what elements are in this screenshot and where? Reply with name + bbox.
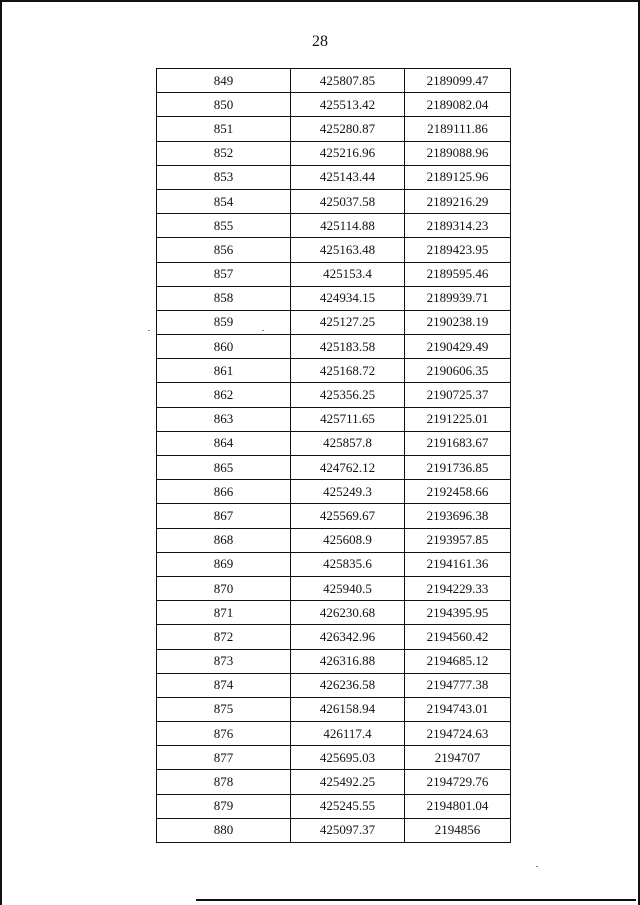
- y-coordinate-cell: 2192458.66: [405, 480, 511, 504]
- y-coordinate-cell: 2194724.63: [405, 722, 511, 746]
- x-coordinate-cell: 425492.25: [291, 770, 405, 794]
- table-row: [157, 335, 511, 359]
- y-coordinate-cell: 2193957.85: [405, 528, 511, 552]
- point-number-cell: 870: [157, 576, 291, 600]
- point-number-cell: 880: [157, 818, 291, 842]
- table-row: [157, 649, 511, 673]
- scan-speck: [262, 330, 264, 331]
- y-coordinate-cell: 2189125.96: [405, 165, 511, 189]
- x-coordinate-cell: 425245.55: [291, 794, 405, 818]
- x-coordinate-cell: 425569.67: [291, 504, 405, 528]
- x-coordinate-cell: 425097.37: [291, 818, 405, 842]
- x-coordinate-cell: 426236.58: [291, 673, 405, 697]
- y-coordinate-cell: 2189111.86: [405, 117, 511, 141]
- x-coordinate-cell: 425835.6: [291, 552, 405, 576]
- point-number-cell: 875: [157, 697, 291, 721]
- table-row: [157, 576, 511, 600]
- point-number-cell: 858: [157, 286, 291, 310]
- table-row: [157, 262, 511, 286]
- table-row: [157, 69, 511, 93]
- table-row: [157, 456, 511, 480]
- x-coordinate-cell: 425608.9: [291, 528, 405, 552]
- x-coordinate-cell: 425711.65: [291, 407, 405, 431]
- point-number-cell: 874: [157, 673, 291, 697]
- y-coordinate-cell: 2189216.29: [405, 189, 511, 213]
- point-number-cell: 855: [157, 214, 291, 238]
- table-row: [157, 383, 511, 407]
- table-row: [157, 625, 511, 649]
- point-number-cell: 873: [157, 649, 291, 673]
- x-coordinate-cell: 425143.44: [291, 165, 405, 189]
- point-number-cell: 876: [157, 722, 291, 746]
- y-coordinate-cell: 2190725.37: [405, 383, 511, 407]
- table-row: [157, 770, 511, 794]
- x-coordinate-cell: 425513.42: [291, 93, 405, 117]
- point-number-cell: 854: [157, 189, 291, 213]
- x-coordinate-cell: 426342.96: [291, 625, 405, 649]
- table-row: [157, 673, 511, 697]
- y-coordinate-cell: 2194707: [405, 746, 511, 770]
- x-coordinate-cell: 425168.72: [291, 359, 405, 383]
- point-number-cell: 868: [157, 528, 291, 552]
- point-number-cell: 852: [157, 141, 291, 165]
- table-row: [157, 722, 511, 746]
- table-row: [157, 141, 511, 165]
- point-number-cell: 851: [157, 117, 291, 141]
- table-row: [157, 601, 511, 625]
- table-row: [157, 286, 511, 310]
- table-row: [157, 310, 511, 334]
- scan-speck: [148, 330, 150, 331]
- x-coordinate-cell: 425356.25: [291, 383, 405, 407]
- y-coordinate-cell: 2189595.46: [405, 262, 511, 286]
- point-number-cell: 850: [157, 93, 291, 117]
- table-row: [157, 93, 511, 117]
- table-row: [157, 238, 511, 262]
- y-coordinate-cell: 2190429.49: [405, 335, 511, 359]
- x-coordinate-cell: 425857.8: [291, 431, 405, 455]
- y-coordinate-cell: 2190238.19: [405, 310, 511, 334]
- table-row: [157, 697, 511, 721]
- y-coordinate-cell: 2194743.01: [405, 697, 511, 721]
- y-coordinate-cell: 2189099.47: [405, 69, 511, 93]
- x-coordinate-cell: 424934.15: [291, 286, 405, 310]
- table-row: [157, 431, 511, 455]
- point-number-cell: 879: [157, 794, 291, 818]
- x-coordinate-cell: 425183.58: [291, 335, 405, 359]
- point-number-cell: 865: [157, 456, 291, 480]
- point-number-cell: 853: [157, 165, 291, 189]
- point-number-cell: 861: [157, 359, 291, 383]
- x-coordinate-cell: 425127.25: [291, 310, 405, 334]
- point-number-cell: 860: [157, 335, 291, 359]
- point-number-cell: 863: [157, 407, 291, 431]
- x-coordinate-cell: 425695.03: [291, 746, 405, 770]
- point-number-cell: 859: [157, 310, 291, 334]
- x-coordinate-cell: 425114.88: [291, 214, 405, 238]
- page-border-left: [0, 0, 2, 905]
- point-number-cell: 866: [157, 480, 291, 504]
- y-coordinate-cell: 2189939.71: [405, 286, 511, 310]
- y-coordinate-cell: 2190606.35: [405, 359, 511, 383]
- y-coordinate-cell: 2191736.85: [405, 456, 511, 480]
- table-row: [157, 504, 511, 528]
- y-coordinate-cell: 2191683.67: [405, 431, 511, 455]
- coordinate-table: [156, 68, 511, 843]
- point-number-cell: 869: [157, 552, 291, 576]
- y-coordinate-cell: 2194560.42: [405, 625, 511, 649]
- table-row: [157, 165, 511, 189]
- y-coordinate-cell: 2194395.95: [405, 601, 511, 625]
- point-number-cell: 862: [157, 383, 291, 407]
- table-row: [157, 407, 511, 431]
- x-coordinate-cell: 426158.94: [291, 697, 405, 721]
- point-number-cell: 856: [157, 238, 291, 262]
- y-coordinate-cell: 2189314.23: [405, 214, 511, 238]
- x-coordinate-cell: 425807.85: [291, 69, 405, 93]
- x-coordinate-cell: 426316.88: [291, 649, 405, 673]
- point-number-cell: 849: [157, 69, 291, 93]
- x-coordinate-cell: 425216.96: [291, 141, 405, 165]
- y-coordinate-cell: 2194729.76: [405, 770, 511, 794]
- point-number-cell: 864: [157, 431, 291, 455]
- x-coordinate-cell: 424762.12: [291, 456, 405, 480]
- x-coordinate-cell: 425163.48: [291, 238, 405, 262]
- table-row: [157, 480, 511, 504]
- table-row: [157, 746, 511, 770]
- table-row: [157, 552, 511, 576]
- y-coordinate-cell: 2194801.04: [405, 794, 511, 818]
- point-number-cell: 857: [157, 262, 291, 286]
- point-number-cell: 867: [157, 504, 291, 528]
- y-coordinate-cell: 2194229.33: [405, 576, 511, 600]
- x-coordinate-cell: 425940.5: [291, 576, 405, 600]
- x-coordinate-cell: 425153.4: [291, 262, 405, 286]
- table-row: [157, 214, 511, 238]
- bottom-rule: [196, 899, 636, 901]
- page-border-top: [0, 0, 640, 2]
- x-coordinate-cell: 425249.3: [291, 480, 405, 504]
- table-row: [157, 189, 511, 213]
- point-number-cell: 877: [157, 746, 291, 770]
- y-coordinate-cell: 2194777.38: [405, 673, 511, 697]
- point-number-cell: 872: [157, 625, 291, 649]
- x-coordinate-cell: 426230.68: [291, 601, 405, 625]
- point-number-cell: 871: [157, 601, 291, 625]
- y-coordinate-cell: 2194856: [405, 818, 511, 842]
- y-coordinate-cell: 2194685.12: [405, 649, 511, 673]
- table-row: [157, 117, 511, 141]
- page-number: 28: [312, 33, 328, 50]
- y-coordinate-cell: 2189088.96: [405, 141, 511, 165]
- y-coordinate-cell: 2189082.04: [405, 93, 511, 117]
- y-coordinate-cell: 2194161.36: [405, 552, 511, 576]
- table-row: [157, 794, 511, 818]
- point-number-cell: 878: [157, 770, 291, 794]
- table-row: [157, 528, 511, 552]
- y-coordinate-cell: 2189423.95: [405, 238, 511, 262]
- table-row: [157, 359, 511, 383]
- x-coordinate-cell: 425037.58: [291, 189, 405, 213]
- scan-speck: [536, 866, 538, 867]
- y-coordinate-cell: 2193696.38: [405, 504, 511, 528]
- table-row: [157, 818, 511, 842]
- y-coordinate-cell: 2191225.01: [405, 407, 511, 431]
- x-coordinate-cell: 426117.4: [291, 722, 405, 746]
- coordinate-table-body: [157, 69, 511, 843]
- x-coordinate-cell: 425280.87: [291, 117, 405, 141]
